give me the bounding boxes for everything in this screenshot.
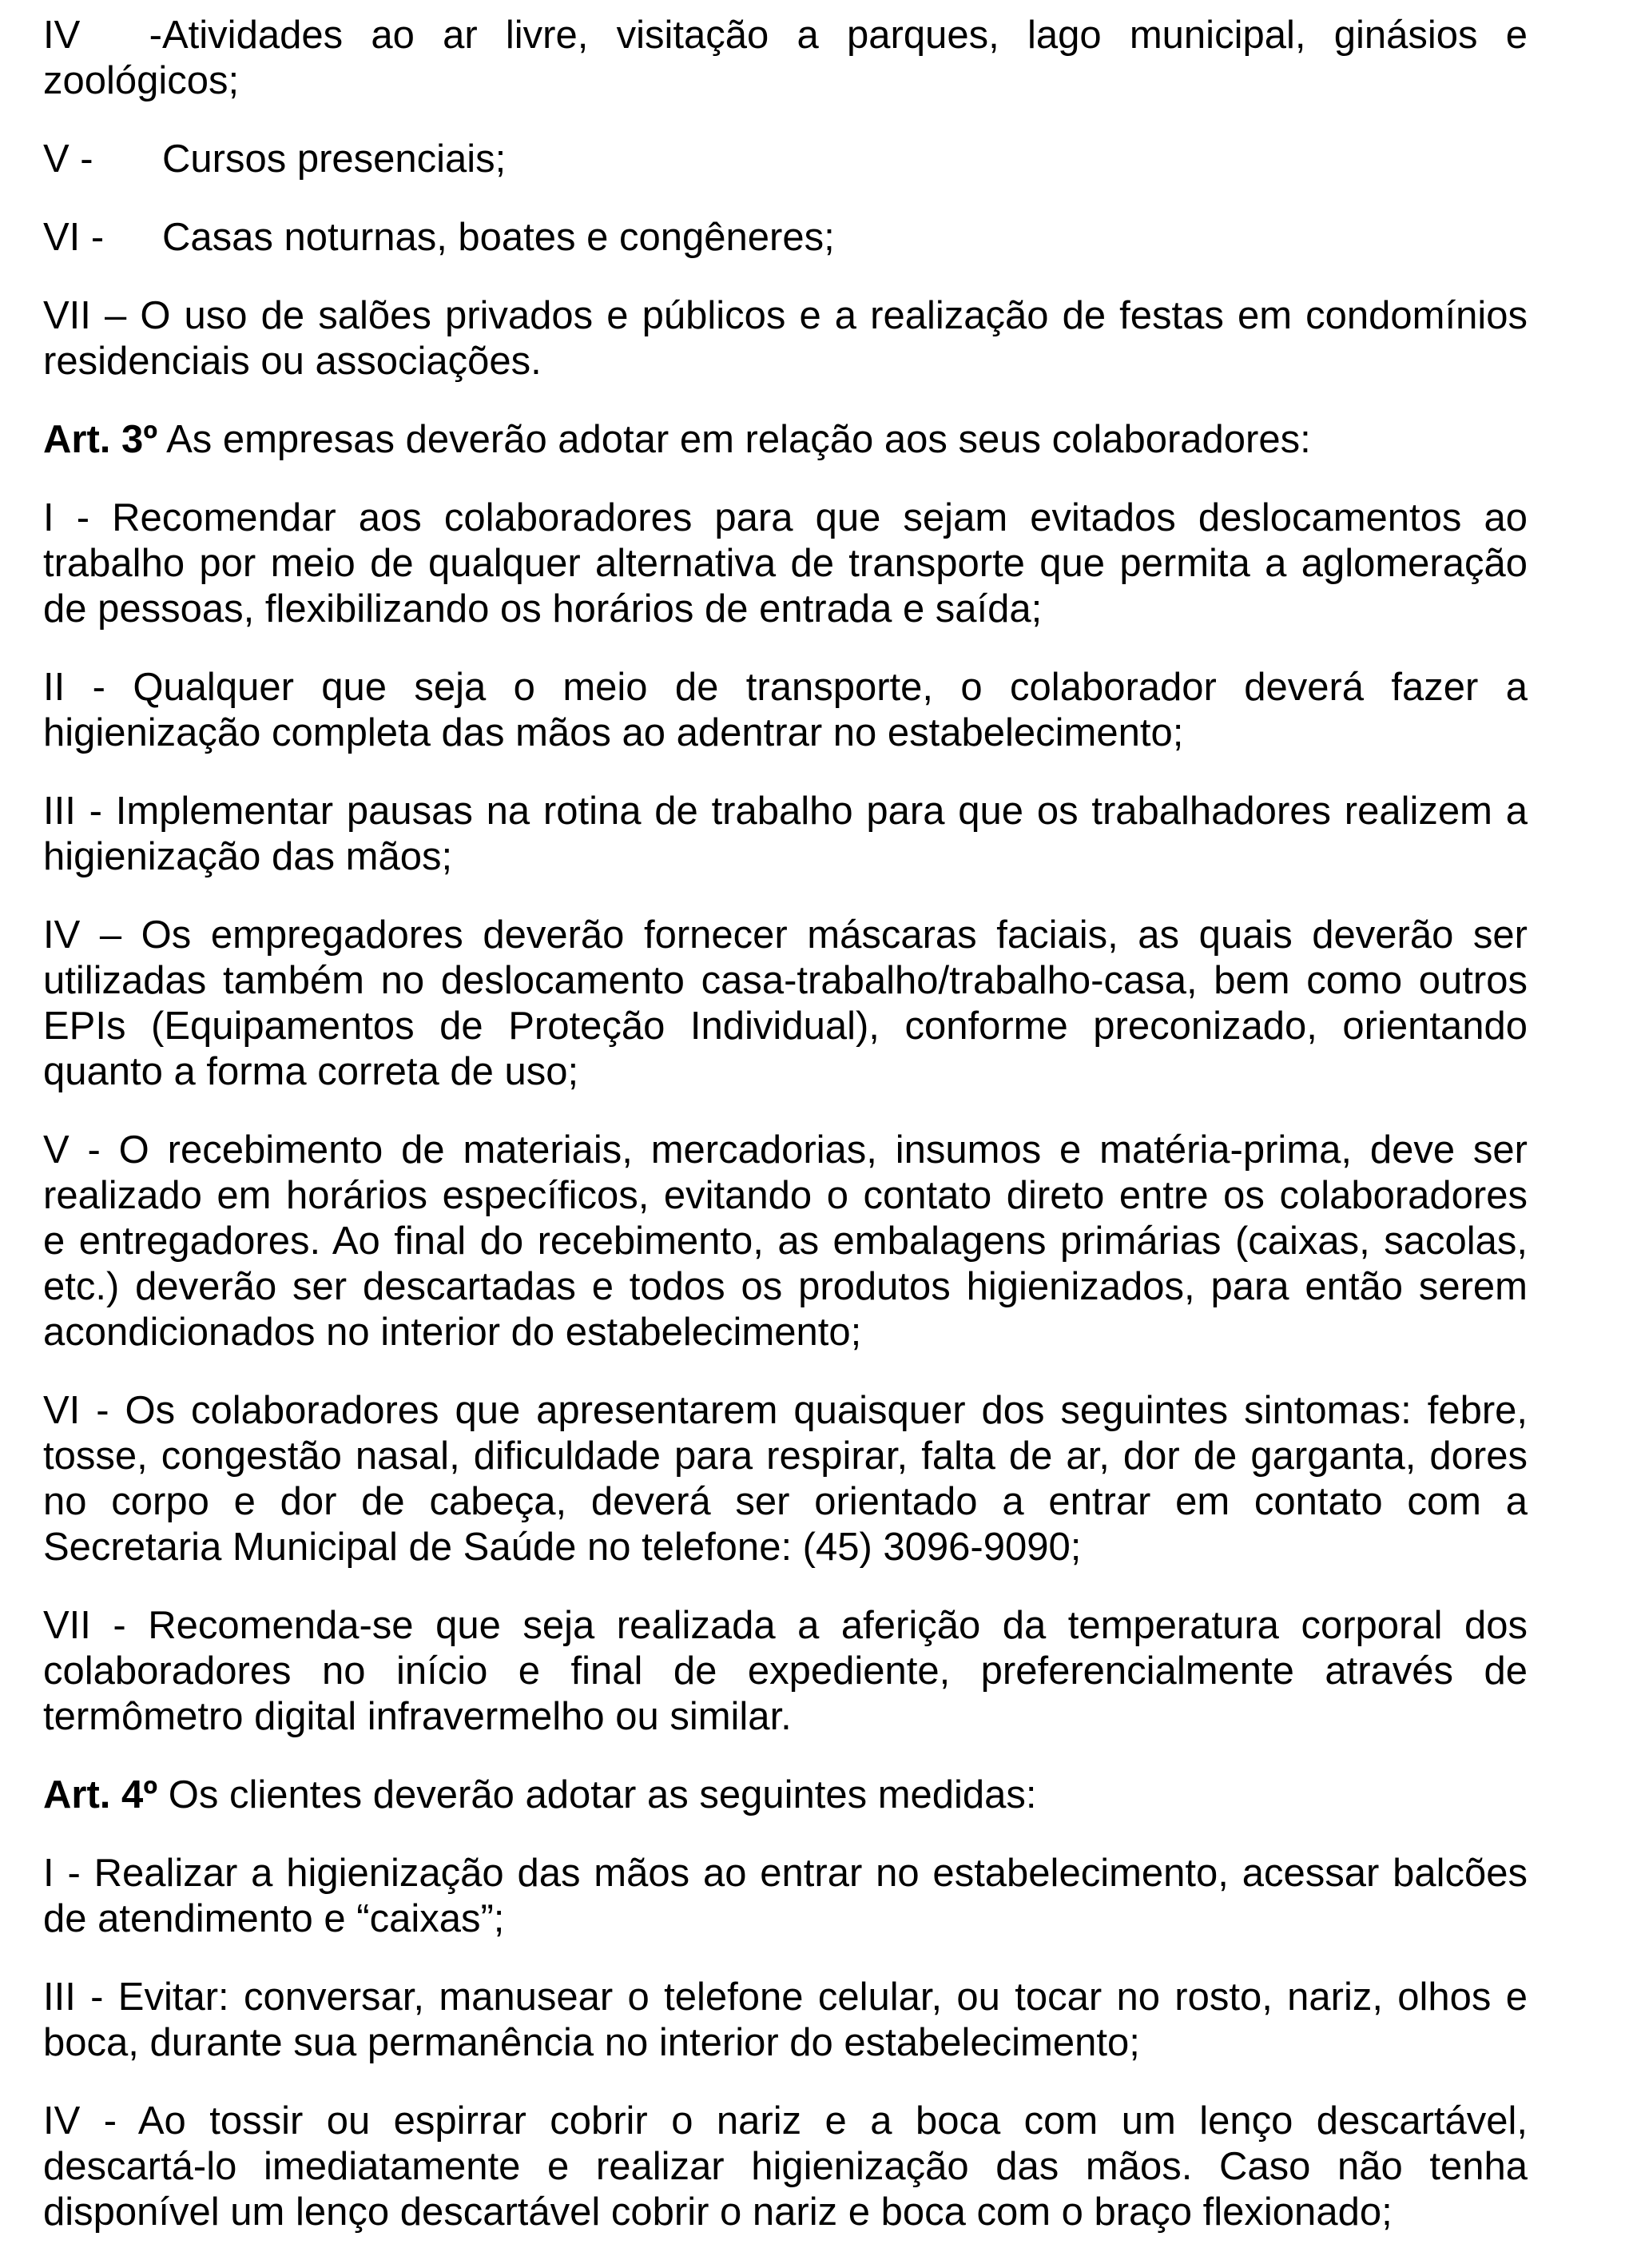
paragraph-line: boca, durante sua permanência no interior do estabelecimento; [43, 2021, 1140, 2064]
paragraph-line: utilizadas também no deslocamento casa-trabalho/trabalho-casa, bem como outros [43, 959, 1528, 1002]
article-4-heading [43, 1773, 1528, 1818]
article-3-heading [43, 417, 1528, 463]
art3-item-v [43, 1128, 1528, 1355]
list-item-line: IV -Atividades ao ar livre, visitação a parques, lago municipal, ginásios e [43, 14, 1528, 57]
article-intro: Os clientes deverão adotar as seguintes medidas: [157, 1773, 1037, 1816]
list-item-label: VI - [43, 216, 105, 259]
list-item-line: VI - Casas noturnas, boates e congêneres; [43, 216, 835, 259]
article-intro: As empresas deverão adotar em relação aos seus colaboradores: [157, 418, 1311, 461]
paragraph-line: de pessoas, flexibilizando os horários de entrada e saída; [43, 587, 1043, 631]
art3-item-iv [43, 913, 1528, 1095]
paragraph-line: III - Evitar: conversar, manusear o telefone celular, ou tocar no rosto, nariz, olhos e [43, 1976, 1528, 2019]
art3-item-ii [43, 665, 1528, 756]
paragraph-line: descartá-lo imediatamente e realizar higienização das mãos. Caso não tenha [43, 2145, 1528, 2188]
list-item-line: VII – O uso de salões privados e públicos e a realização de festas em condomínios [43, 294, 1528, 337]
list-item-label: IV - [43, 14, 162, 57]
paragraph-line: e entregadores. Ao final do recebimento, as embalagens primárias (caixas, sacolas, [43, 1220, 1528, 1263]
paragraph-line: III - Implementar pausas na rotina de trabalho para que os trabalhadores realizem a [43, 790, 1528, 833]
art4-item-iii [43, 1975, 1528, 2066]
paragraph-line: acondicionados no interior do estabelecimento; [43, 1311, 862, 1354]
list-item-vi-nightclubs [43, 215, 1528, 261]
list-item-v-courses [43, 137, 1528, 182]
list-item-line: V - Cursos presenciais; [43, 137, 507, 181]
paragraph-line: I - Realizar a higienização das mãos ao entrar no estabelecimento, acessar balcões [43, 1852, 1528, 1895]
art3-item-vi [43, 1388, 1528, 1570]
list-item-iv-outdoor-activities [43, 13, 1528, 104]
art3-item-i [43, 495, 1528, 632]
document-page [43, 13, 1528, 2268]
art3-item-vii [43, 1603, 1528, 1740]
list-item-vii-private-halls [43, 293, 1528, 384]
paragraph-line: VI - Os colaboradores que apresentarem quaisquer dos seguintes sintomas: febre, [43, 1389, 1528, 1432]
paragraph-line: IV – Os empregadores deverão fornecer máscaras faciais, as quais deverão ser [43, 913, 1528, 957]
paragraph-line: colaboradores no início e final de expediente, preferencialmente através de [43, 1649, 1528, 1693]
art3-item-iii [43, 789, 1528, 880]
list-item-line: residenciais ou associações. [43, 340, 542, 383]
paragraph-line: EPIs (Equipamentos de Proteção Individual), conforme preconizado, orientando [43, 1005, 1528, 1048]
paragraph-line: Secretaria Municipal de Saúde no telefone: (45) 3096-9090; [43, 1526, 1082, 1569]
article-number: Art. 4º [43, 1773, 158, 1816]
paragraph-line: quanto a forma correta de uso; [43, 1050, 579, 1093]
list-item-line: zoológicos; [43, 59, 240, 102]
paragraph-line: disponível um lenço descartável cobrir o nariz e boca com o braço flexionado; [43, 2190, 1393, 2234]
paragraph-line: II - Qualquer que seja o meio de transporte, o colaborador deverá fazer a [43, 666, 1528, 709]
article-number: Art. 3º [43, 418, 158, 461]
paragraph-line: higienização das mãos; [43, 835, 453, 878]
paragraph-line: IV - Ao tossir ou espirrar cobrir o nariz e a boca com um lenço descartável, [43, 2099, 1528, 2143]
art4-item-i [43, 1851, 1528, 1942]
paragraph-line: de atendimento e “caixas”; [43, 1897, 505, 1940]
paragraph-line: no corpo e dor de cabeça, deverá ser orientado a entrar em contato com a [43, 1480, 1528, 1523]
paragraph-line: VII - Recomenda-se que seja realizada a aferição da temperatura corporal dos [43, 1604, 1528, 1647]
paragraph-line: termômetro digital infravermelho ou similar. [43, 1695, 792, 1738]
paragraph-line: trabalho por meio de qualquer alternativa de transporte que permita a aglomeração [43, 542, 1528, 585]
paragraph-line: realizado em horários específicos, evitando o contato direto entre os colaboradores [43, 1174, 1528, 1217]
paragraph-line: etc.) deverão ser descartadas e todos os produtos higienizados, para então serem [43, 1265, 1528, 1308]
paragraph-line: I - Recomendar aos colaboradores para que sejam evitados deslocamentos ao [43, 496, 1528, 539]
paragraph-line: V - O recebimento de materiais, mercadorias, insumos e matéria-prima, deve ser [43, 1128, 1528, 1172]
paragraph-line: higienização completa das mãos ao adentrar no estabelecimento; [43, 711, 1184, 754]
paragraph-line: tosse, congestão nasal, dificuldade para respirar, falta de ar, dor de garganta, dores [43, 1434, 1528, 1478]
list-item-label: V - [43, 137, 93, 181]
art4-item-iv [43, 2099, 1528, 2235]
